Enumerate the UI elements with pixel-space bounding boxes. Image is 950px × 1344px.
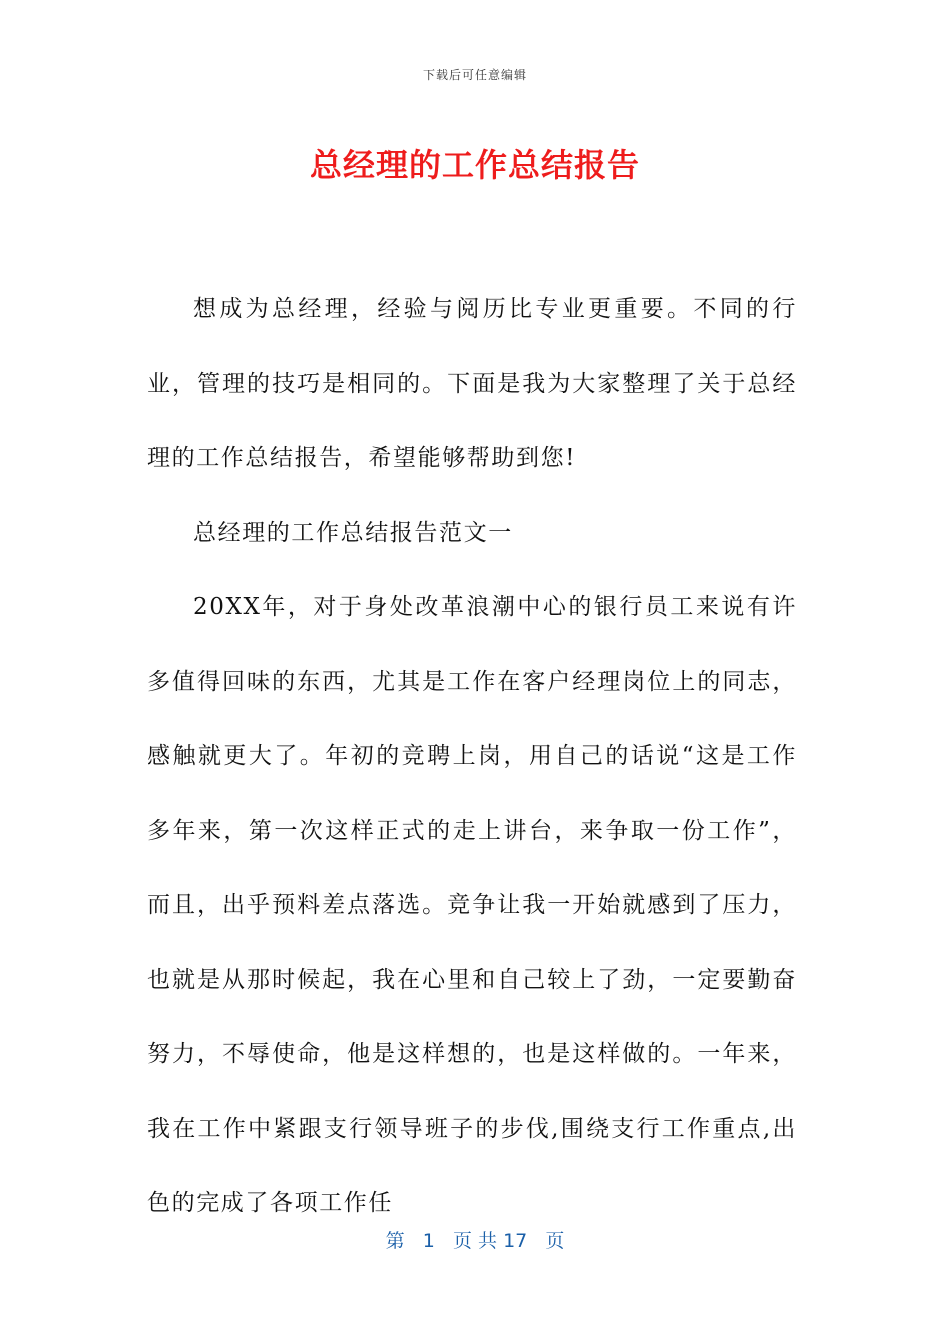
page-footer	[0, 1226, 950, 1253]
footer-mid: 页 共	[452, 1230, 498, 1252]
paragraph-section-heading: 总经理的工作总结报告范文一	[193, 519, 513, 546]
footer-prefix: 第	[385, 1230, 405, 1252]
footer-total-pages: 17	[503, 1230, 528, 1252]
header-note: 下载后可任意编辑	[422, 68, 527, 82]
document-title: 总经理的工作总结报告	[309, 146, 640, 184]
document-body	[147, 272, 797, 1241]
paragraph-intro: 想成为总经理，经验与阅历比专业更重要。不同的行业，管理的技巧是相同的。下面是我为大家整理了关于总经理的工作总结报告，希望能够帮助到您!	[147, 296, 797, 471]
footer-current-page: 1	[422, 1230, 435, 1252]
footer-suffix: 页	[545, 1230, 565, 1252]
paragraph-main: 20XX年，对于身处改革浪潮中心的银行员工来说有许多值得回味的东西，尤其是工作在客户经理岗位上的同志，感触就更大了。年初的竞聘上岗，用自己的话说“这是工作多年来，第一次这样正式的走上讲台，来争取一份工作”，而且，出乎预料差点落选。竞争让我一开始就感到了压力，也就是从那时候起，我在心里和自己较上了劲，一定要勤奋努力，不辱使命，他是这样想的，也是这样做的。一年来，我在工作中紧跟支行领导班子的步伐,围绕支行工作重点,出色的完成了各项工作任	[147, 594, 797, 1216]
